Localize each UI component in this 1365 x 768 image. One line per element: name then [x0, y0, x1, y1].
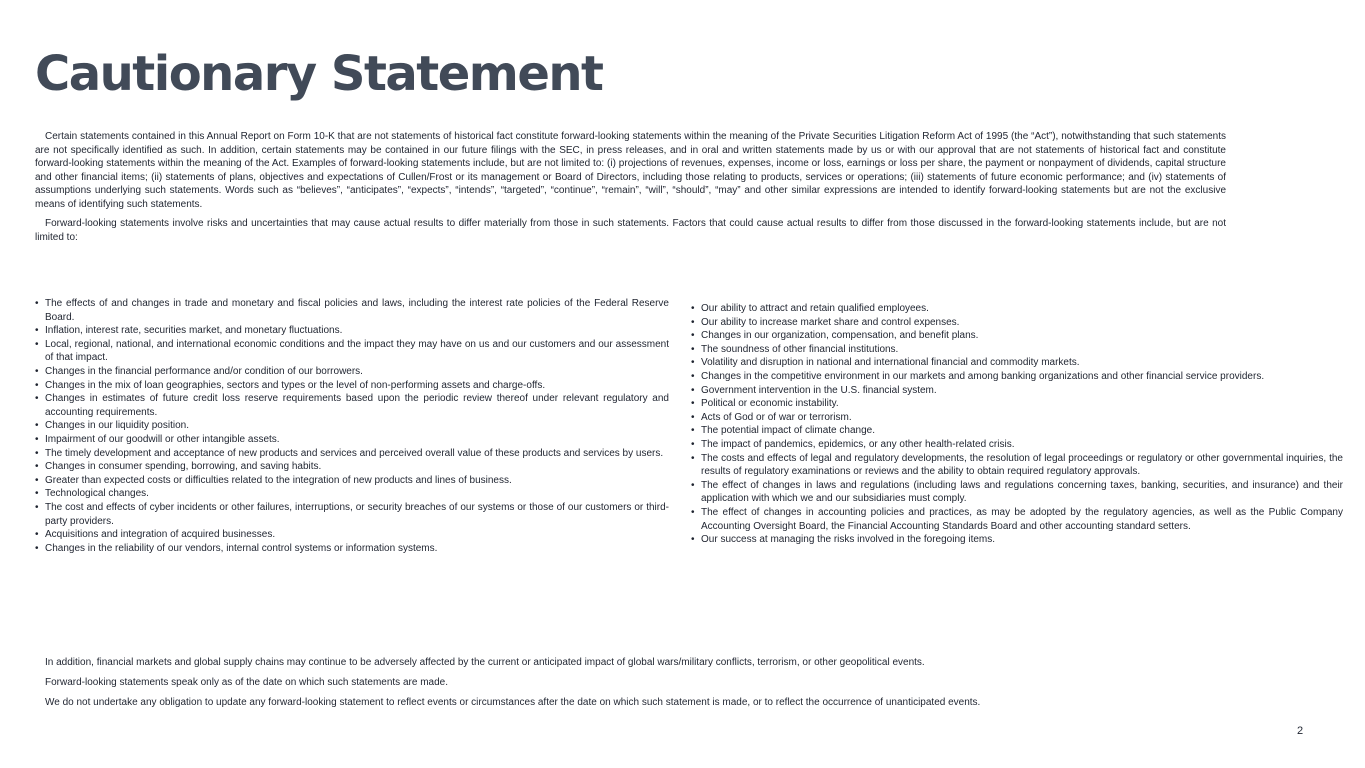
- list-item: • Changes in estimates of future credit loss reserve requirements based upon the periodic review thereof under relevant regulatory and accounting requirements.: [35, 393, 669, 418]
- list-item: • The cost and effects of cyber incidents or other failures, interruptions, or security breaches of our systems or those of our customers or third-party providers.: [35, 501, 669, 527]
- list-item: • Changes in the financial performance and/or condition of our borrowers.: [35, 365, 363, 377]
- intro-paragraph: Certain statements contained in this Annual Report on Form 10-K that are not statements of historical fact constitute forward-looking statements within the meaning of the Private Securities Litigation Reform Act of 1995 (the “Act”), notwithstanding that such statements are not specifically identified as such. In addition, certain statements may be contained in our future filings with the SEC, in press releases, and in oral and written statements made by us or with our approval that are not statements of historical fact and constitute forward-looking statements within the meaning of the Act. Examples of forward-looking statements include, but are not limited to: (i) projections of revenues, expenses, income or loss, earnings or loss per share, the payment or nonpayment of dividends, capital structure and other financial items; (ii) statements of plans, objectives and expectations of Cullen/Frost or its management or Board of Directors, including those relating to products, services or operations; (iii) statements of future economic performance; and (iv) statements of assumptions underlying such statements. Words such as “believes”, “anticipates”, “expects”, “intends”, “targeted”, “continue”, “remain”, “will”, “should”, “may” and other similar expressions are intended to identify forward-looking statements but are not the exclusive means of identifying such statements.: [35, 131, 1226, 210]
- bullet-icon: •: [691, 506, 695, 518]
- list-item: • The soundness of other financial institutions.: [691, 343, 899, 355]
- list-item: • Impairment of our goodwill or other intangible assets.: [35, 433, 280, 445]
- bullet-icon: •: [691, 330, 695, 342]
- list-item: • Our ability to attract and retain qualified employees.: [691, 303, 929, 314]
- risk-factor-list-right: [691, 302, 1343, 547]
- bullet-icon: •: [691, 452, 695, 464]
- closing-section: [45, 656, 1245, 716]
- bullet-icon: •: [691, 370, 695, 382]
- list-item: • The timely development and acceptance of new products and services and perceived overall value of these products and services by users.: [35, 447, 664, 459]
- list-item: • The effects of and changes in trade and monetary and fiscal policies and laws, including the interest rate policies of the Federal Reserve Board.: [35, 298, 669, 323]
- bullet-icon: •: [35, 542, 39, 554]
- bullet-icon: •: [35, 298, 39, 309]
- list-item: • The potential impact of climate change.: [691, 425, 875, 437]
- bullet-icon: •: [35, 474, 39, 486]
- page-number: 2: [1297, 725, 1304, 737]
- list-item: • Acts of God or of war or terrorism.: [691, 411, 852, 423]
- list-item: • Changes in the reliability of our vendors, internal control systems or information systems.: [35, 542, 438, 554]
- bullet-icon: •: [691, 343, 695, 355]
- list-item: • Government intervention in the U.S. financial system.: [691, 384, 937, 396]
- bullet-icon: •: [35, 433, 39, 445]
- closing-paragraph: In addition, financial markets and global supply chains may continue to be adversely affected by the current or anticipated impact of global wars/military conflicts, terrorism, or other geopolitical events.: [45, 657, 925, 668]
- list-item: • Inflation, interest rate, securities market, and monetary fluctuations.: [35, 325, 343, 337]
- list-item: • Changes in the mix of loan geographies, sectors and types or the level of non-performing assets and charge-offs.: [35, 379, 546, 391]
- list-item: • Acquisitions and integration of acquired businesses.: [35, 529, 276, 541]
- bullet-icon: •: [35, 447, 39, 459]
- bullet-icon: •: [35, 501, 39, 513]
- closing-paragraph: Forward-looking statements speak only as of the date on which such statements are made.: [45, 677, 448, 688]
- intro-paragraph: Forward-looking statements involve risks and uncertainties that may cause actual results to differ materially from those in such statements. Factors that could cause actual results to differ from those discussed in the forward-looking statements include, but are not limited to:: [35, 218, 1226, 243]
- list-item: • Our ability to increase market share and control expenses.: [691, 316, 960, 328]
- list-item: • Technological changes.: [35, 488, 149, 500]
- risk-factor-list-left: [35, 297, 669, 555]
- bullet-icon: •: [35, 379, 39, 391]
- list-item: • Changes in our organization, compensation, and benefit plans.: [691, 330, 979, 342]
- list-item: • Volatility and disruption in national and international financial and commodity markets.: [691, 357, 1080, 369]
- bullet-icon: •: [691, 534, 695, 546]
- bullet-icon: •: [35, 488, 39, 500]
- bullet-icon: •: [35, 461, 39, 473]
- bullet-icon: •: [35, 420, 39, 432]
- list-item: • Changes in consumer spending, borrowing, and saving habits.: [35, 461, 322, 473]
- bullet-icon: •: [35, 529, 39, 541]
- bullet-icon: •: [691, 411, 695, 423]
- list-item: • The costs and effects of legal and regulatory developments, the resolution of legal proceedings or regulatory or other governmental inquiries, the results of regulatory examinations or reviews and the ability to obtain required regulatory approvals.: [691, 452, 1343, 478]
- bullet-icon: •: [691, 357, 695, 369]
- list-item: • Our success at managing the risks involved in the foregoing items.: [691, 534, 996, 546]
- bullet-icon: •: [35, 393, 39, 405]
- bullet-icon: •: [691, 303, 695, 314]
- list-item: • Local, regional, national, and international economic conditions and the impact they may have on us and our customers and our assessment of that impact.: [35, 338, 669, 364]
- list-item: • Greater than expected costs or difficulties related to the integration of new products and lines of business.: [35, 474, 512, 486]
- intro-section: [35, 130, 1226, 250]
- list-item: • Changes in our liquidity position.: [35, 420, 189, 432]
- list-item: • The effect of changes in accounting policies and practices, as may be adopted by the regulatory agencies, as well as the Public Company Accounting Oversight Board, the Financial Accounting Standards Board and other accounting standard setters.: [691, 506, 1343, 532]
- bullet-icon: •: [35, 325, 39, 337]
- list-item: • The impact of pandemics, epidemics, or any other health-related crisis.: [691, 438, 1015, 450]
- bullet-icon: •: [691, 425, 695, 437]
- bullet-icon: •: [35, 365, 39, 377]
- bullet-icon: •: [691, 438, 695, 450]
- bullet-icon: •: [691, 398, 695, 410]
- bullet-icon: •: [691, 479, 695, 491]
- list-item: • Changes in the competitive environment in our markets and among banking organizations and other financial service providers.: [691, 370, 1265, 382]
- list-item: • Political or economic instability.: [691, 398, 839, 410]
- bullet-icon: •: [691, 384, 695, 396]
- bullet-icon: •: [35, 338, 39, 350]
- list-item: • The effect of changes in laws and regulations (including laws and regulations concerning taxes, banking, securities, and insurance) and their application with which we and our subsidiaries must comply.: [691, 479, 1343, 505]
- page-title: Cautionary Statement: [35, 46, 603, 102]
- bullet-icon: •: [691, 316, 695, 328]
- closing-paragraph: We do not undertake any obligation to update any forward-looking statement to reflect events or circumstances after the date on which such statement is made, or to reflect the occurrence of unanticipated events.: [45, 697, 981, 708]
